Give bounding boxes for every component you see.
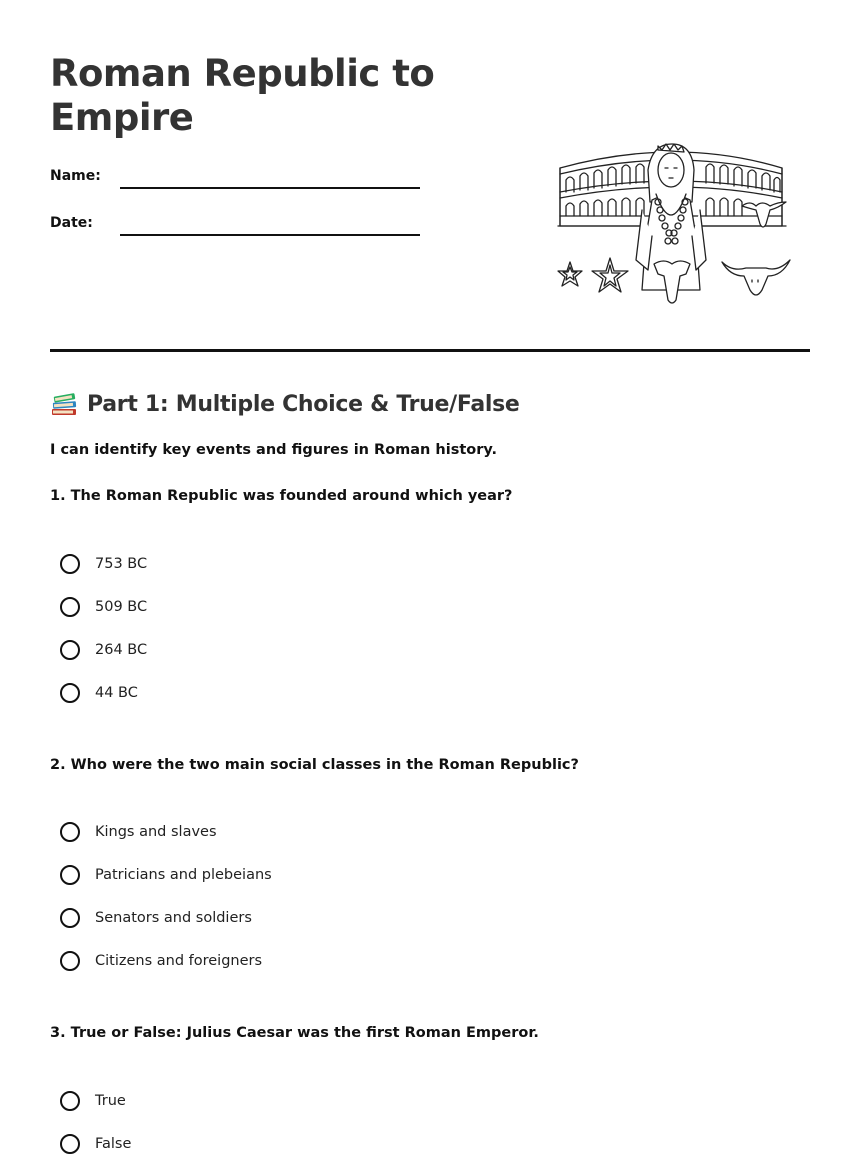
date-label: Date: [50, 215, 93, 231]
roman-colosseum-figure-illustration [556, 140, 796, 310]
radio-button[interactable] [60, 951, 80, 971]
q3-option-false[interactable] [60, 1131, 131, 1157]
option-label: Kings and slaves [95, 824, 217, 840]
section-divider [50, 349, 810, 352]
question-2: 2. Who were the two main social classes in the Roman Republic? [50, 757, 579, 773]
worksheet-title: Roman Republic to Empire [50, 52, 435, 139]
date-field [50, 214, 420, 238]
option-label: Patricians and plebeians [95, 867, 272, 883]
section-title: Part 1: Multiple Choice & True/False [87, 391, 520, 417]
name-answer-line[interactable] [120, 187, 420, 189]
radio-button[interactable] [60, 1134, 80, 1154]
learning-target: I can identify key events and figures in Roman history. [50, 442, 498, 458]
radio-button[interactable] [60, 865, 80, 885]
radio-button[interactable] [60, 683, 80, 703]
option-label: 753 BC [95, 556, 148, 572]
radio-button[interactable] [60, 822, 80, 842]
option-label: 264 BC [95, 642, 148, 658]
option-label: 44 BC [95, 685, 138, 701]
question-3: 3. True or False: Julius Caesar was the first Roman Emperor. [50, 1025, 539, 1041]
q2-option-citizens-foreigners[interactable] [60, 948, 262, 974]
q1-option-264bc[interactable] [60, 637, 147, 663]
option-label: Senators and soldiers [95, 910, 252, 926]
question-1: 1. The Roman Republic was founded around which year? [50, 488, 513, 504]
q2-option-patricians-plebeians[interactable] [60, 862, 272, 888]
q2-option-kings-slaves[interactable] [60, 819, 217, 845]
radio-button[interactable] [60, 908, 80, 928]
q1-option-509bc[interactable] [60, 594, 147, 620]
section-heading [50, 388, 520, 420]
q3-option-true[interactable] [60, 1088, 126, 1114]
q1-option-44bc[interactable] [60, 680, 138, 706]
name-label: Name: [50, 168, 101, 184]
q2-option-senators-soldiers[interactable] [60, 905, 252, 931]
date-answer-line[interactable] [120, 234, 420, 236]
option-label: Citizens and foreigners [95, 953, 263, 969]
name-field [50, 167, 420, 191]
option-label: False [95, 1136, 132, 1152]
worksheet-page [50, 0, 810, 1161]
books-icon [50, 390, 78, 418]
radio-button[interactable] [60, 1091, 80, 1111]
radio-button[interactable] [60, 554, 80, 574]
option-label: 509 BC [95, 599, 148, 615]
radio-button[interactable] [60, 640, 80, 660]
option-label: True [95, 1093, 126, 1109]
q1-option-753bc[interactable] [60, 551, 147, 577]
radio-button[interactable] [60, 597, 80, 617]
